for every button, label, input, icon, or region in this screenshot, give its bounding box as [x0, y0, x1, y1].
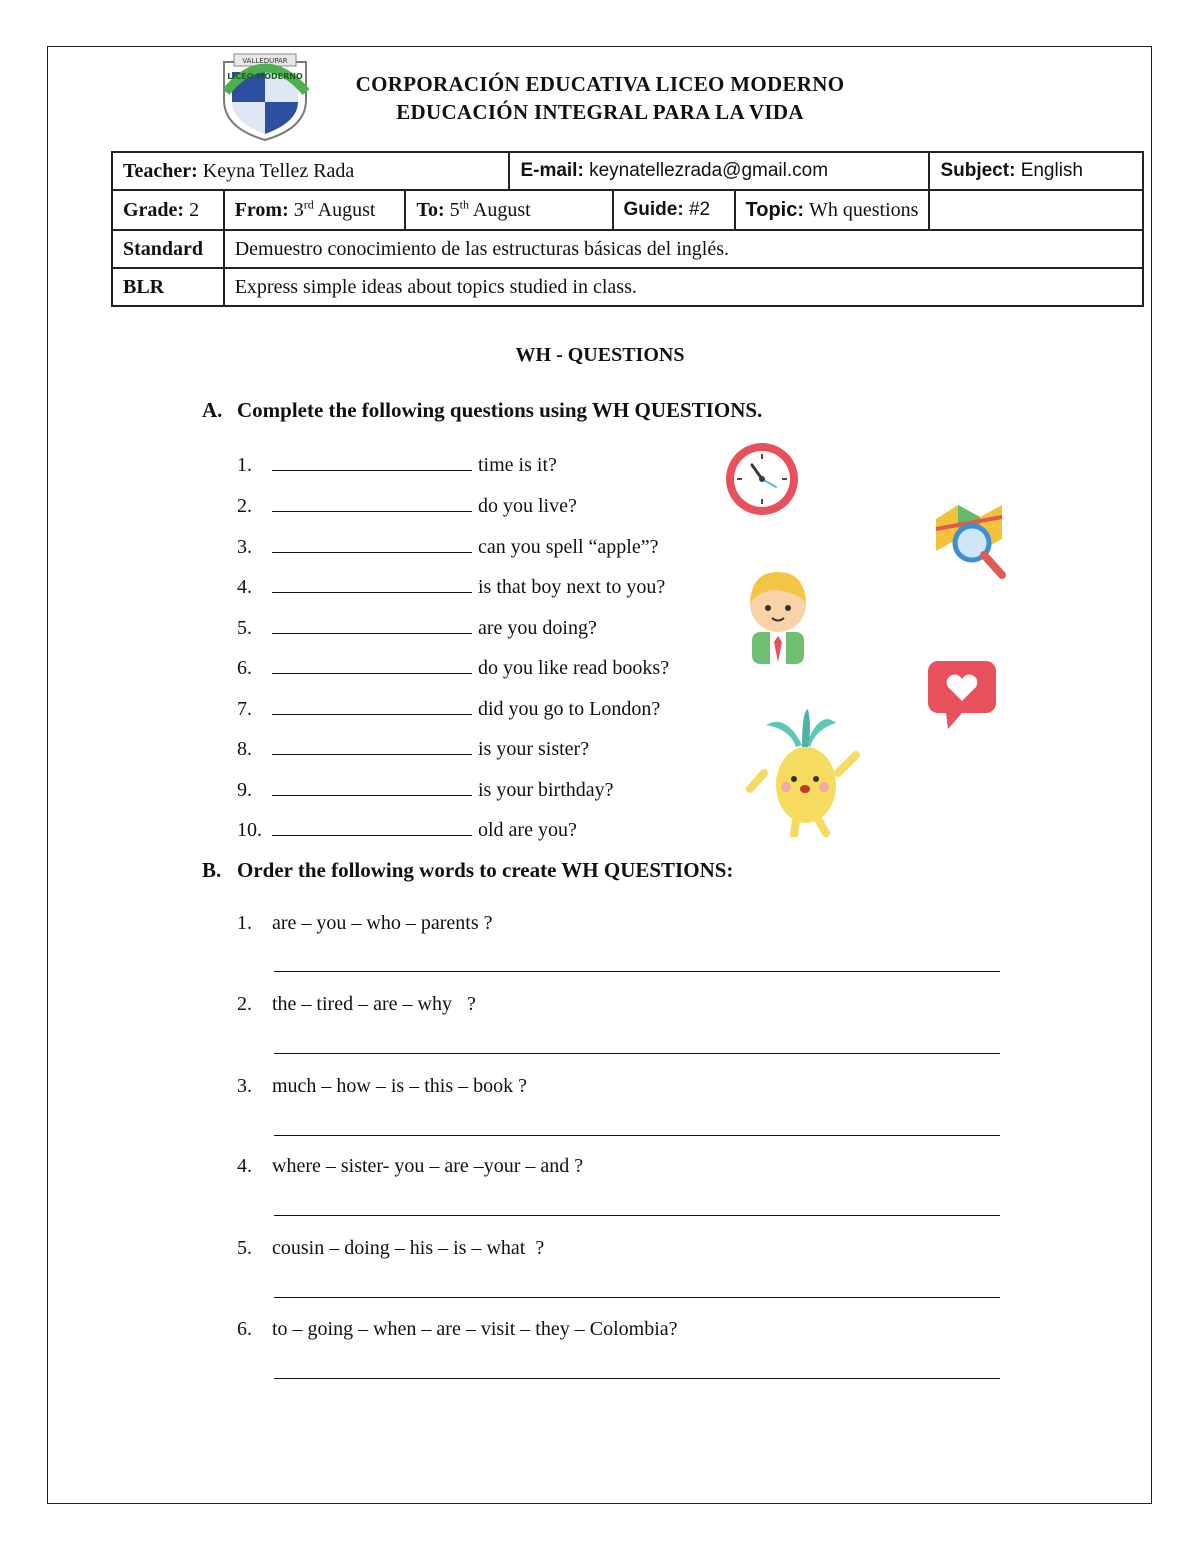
topic-value: Wh questions	[809, 198, 919, 221]
subject-cell: Subject: English	[929, 152, 1143, 190]
grade-cell: Grade: 2	[112, 190, 224, 230]
section-a-heading: A. Complete the following questions using WH QUESTIONS.	[202, 398, 763, 422]
answer-blank[interactable]	[272, 736, 472, 755]
question-a-7: 7. did you go to London?	[237, 698, 661, 720]
answer-line-b-5[interactable]	[274, 1297, 1000, 1298]
question-a-8: 8. is your sister?	[237, 738, 590, 760]
worksheet-title: WH - QUESTIONS	[515, 344, 685, 366]
answer-blank[interactable]	[272, 817, 472, 836]
answer-blank[interactable]	[272, 696, 472, 715]
question-b-2: 2. the – tired – are – why ?	[237, 993, 476, 1015]
standard-value: Demuestro conocimiento de las estructuras básicas del inglés.	[224, 230, 1143, 268]
answer-line-b-4[interactable]	[274, 1215, 1000, 1216]
info-row-dates	[112, 190, 1143, 230]
standard-label: Standard	[112, 230, 224, 268]
logo-text: LICEO MODERNO	[227, 72, 303, 81]
topic-spacer	[929, 190, 1143, 230]
answer-blank[interactable]	[272, 452, 472, 471]
question-a-2: 2. do you live?	[237, 495, 577, 517]
heart-bubble-icon	[926, 659, 998, 731]
from-cell: From: 3rd August	[224, 190, 406, 230]
guide-cell: Guide: #2 Topic: Wh questions	[613, 190, 930, 230]
answer-blank[interactable]	[272, 493, 472, 512]
answer-blank[interactable]	[272, 574, 472, 593]
institution-name: CORPORACIÓN EDUCATIVA LICEO MODERNO	[355, 72, 845, 96]
section-b-heading: B. Order the following words to create WH QUESTIONS:	[202, 858, 734, 882]
question-a-1: 1. time is it?	[237, 454, 557, 476]
question-a-4: 4. is that boy next to you?	[237, 576, 666, 598]
answer-line-b-6[interactable]	[274, 1378, 1000, 1379]
guide-value: #2	[688, 199, 711, 220]
answer-blank[interactable]	[272, 655, 472, 674]
answer-blank[interactable]	[272, 777, 472, 796]
teacher-name: Keyna Tellez Rada	[202, 159, 355, 182]
answer-line-b-3[interactable]	[274, 1135, 1000, 1136]
info-row-blr	[112, 268, 1143, 306]
question-a-5: 5. are you doing?	[237, 617, 597, 639]
teacher-cell: Teacher: Keyna Tellez Rada	[112, 152, 509, 190]
blr-value: Express simple ideas about topics studied in class.	[224, 268, 1143, 306]
email-cell: E-mail: keynatellezrada@gmail.com	[509, 152, 929, 190]
answer-line-b-1[interactable]	[274, 971, 1000, 972]
info-row-teacher	[112, 152, 1143, 190]
teacher-email: keynatellezrada@gmail.com	[589, 160, 829, 181]
boy-icon	[742, 566, 814, 664]
svg-text:VALLEDUPAR: VALLEDUPAR	[242, 57, 288, 65]
grade-value: 2	[189, 198, 200, 221]
question-b-5: 5. cousin – doing – his – is – what ?	[237, 1237, 545, 1259]
clock-icon	[724, 441, 800, 517]
blr-label: BLR	[112, 268, 224, 306]
question-a-3: 3. can you spell “apple”?	[237, 536, 659, 558]
info-row-standard	[112, 230, 1143, 268]
answer-blank[interactable]	[272, 615, 472, 634]
question-a-10: 10. old are you?	[237, 819, 577, 841]
question-a-6: 6. do you like read books?	[237, 657, 670, 679]
subject-value: English	[1020, 160, 1084, 181]
question-b-3: 3. much – how – is – this – book ?	[237, 1075, 527, 1097]
school-logo	[218, 52, 312, 142]
question-a-9: 9. is your birthday?	[237, 779, 614, 801]
to-cell: To: 5th August	[405, 190, 612, 230]
pineapple-icon	[746, 707, 862, 837]
map-search-icon	[928, 499, 1010, 583]
info-table	[111, 151, 1144, 307]
question-b-6: 6. to – going – when – are – visit – they – Colombia?	[237, 1318, 678, 1340]
answer-blank[interactable]	[272, 534, 472, 553]
answer-line-b-2[interactable]	[274, 1053, 1000, 1054]
institution-motto: EDUCACIÓN INTEGRAL PARA LA VIDA	[396, 100, 804, 124]
question-b-1: 1. are – you – who – parents ?	[237, 912, 493, 934]
question-b-4: 4. where – sister- you – are –your – and ?	[237, 1155, 584, 1177]
